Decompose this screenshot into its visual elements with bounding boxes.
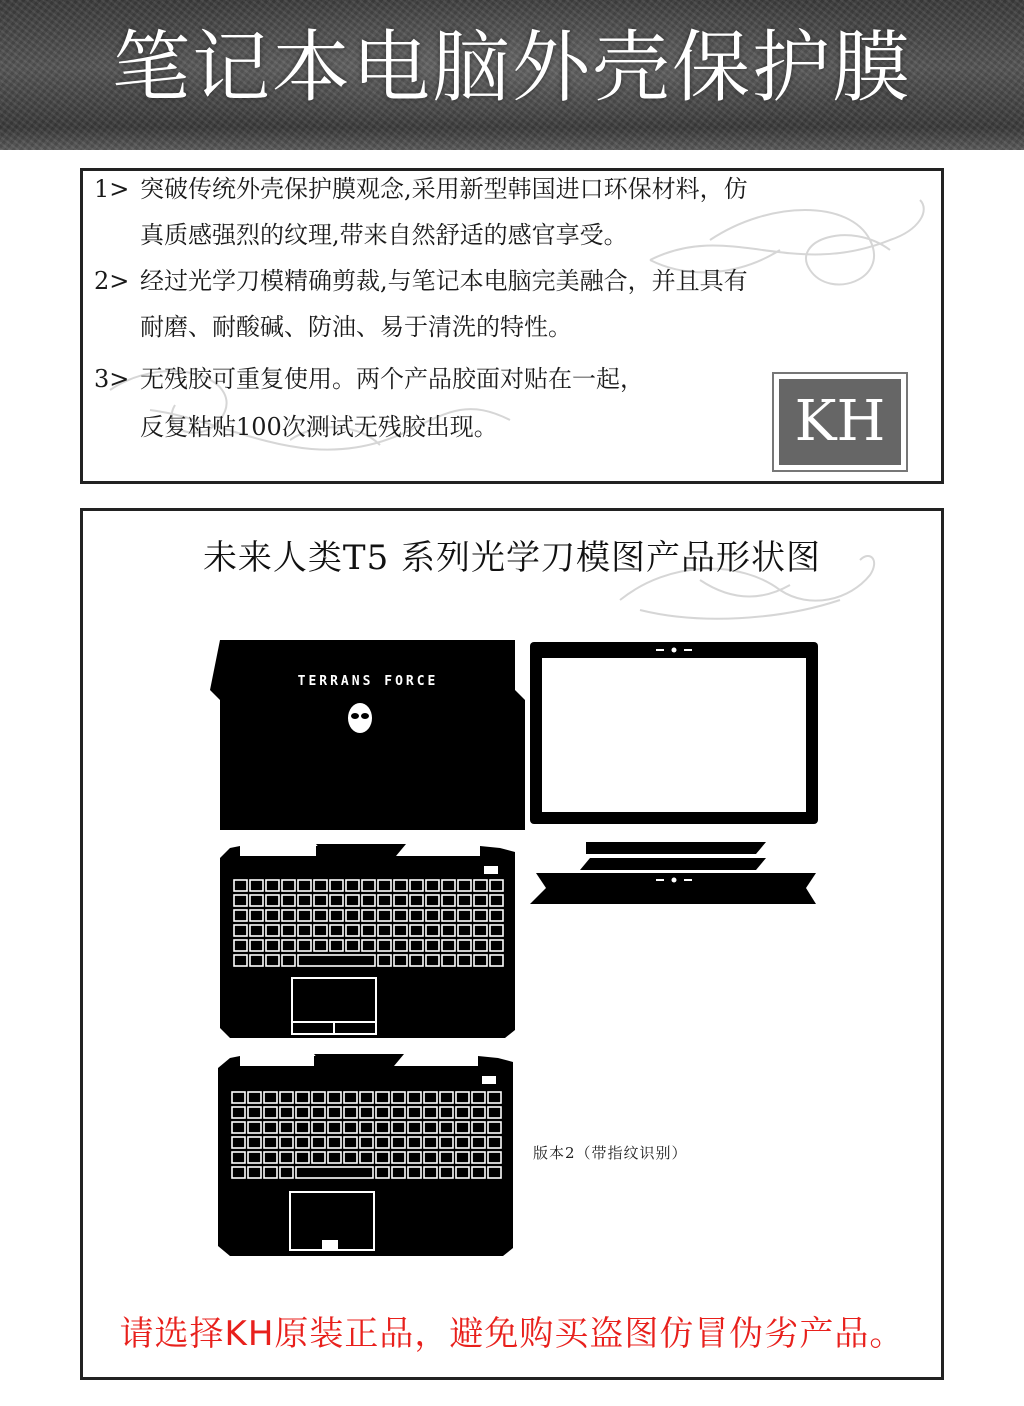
palmrest-skin-v2	[218, 1054, 513, 1256]
feature-text: 反复粘贴100次测试无残胶出现。	[140, 413, 498, 441]
feature-2-line-2	[94, 304, 572, 350]
screen-bezel-skin	[530, 642, 818, 824]
die-cut-diagram	[210, 630, 830, 1260]
feature-3-line-2	[94, 404, 498, 450]
kh-logo-text: KH	[779, 379, 901, 465]
feature-2-line-1	[94, 258, 748, 304]
feature-text: 经过光学刀模精确剪裁,与笔记本电脑完美融合，并且具有	[140, 267, 748, 295]
feature-1-line-1	[94, 166, 748, 212]
page-title: 笔记本电脑外壳保护膜	[111, 23, 912, 113]
feature-3-line-1	[94, 356, 644, 402]
lid-skin	[210, 640, 525, 830]
feature-text: 突破传统外壳保护膜观念,采用新型韩国进口环保材料，仿	[140, 175, 748, 203]
palmrest-skin-v1	[220, 844, 515, 1038]
lid-logo-text: TERRANS FORCE	[297, 674, 439, 689]
bezel-strips	[530, 842, 816, 904]
section-title: 未来人类T5 系列光学刀模图产品形状图	[202, 538, 822, 578]
feature-number: 3>	[94, 365, 130, 393]
kh-brand-logo	[772, 372, 908, 472]
feature-number: 2>	[94, 267, 130, 295]
feature-text: 真质感强烈的纹理,带来自然舒适的感官享受。	[140, 221, 628, 249]
feature-text: 耐磨、耐酸碱、防油、易于清洗的特性。	[140, 313, 572, 341]
version-2-label: 版本2（带指纹识别）	[533, 1144, 688, 1162]
feature-1-line-2	[94, 212, 628, 258]
feature-number: 1>	[94, 175, 130, 203]
authenticity-notice: 请选择KH原装正品，避免购买盗图仿冒伪劣产品。	[119, 1314, 905, 1354]
alien-head-icon	[348, 703, 372, 733]
feature-text: 无残胶可重复使用。两个产品胶面对贴在一起，	[140, 365, 644, 393]
header-banner	[0, 0, 1024, 150]
